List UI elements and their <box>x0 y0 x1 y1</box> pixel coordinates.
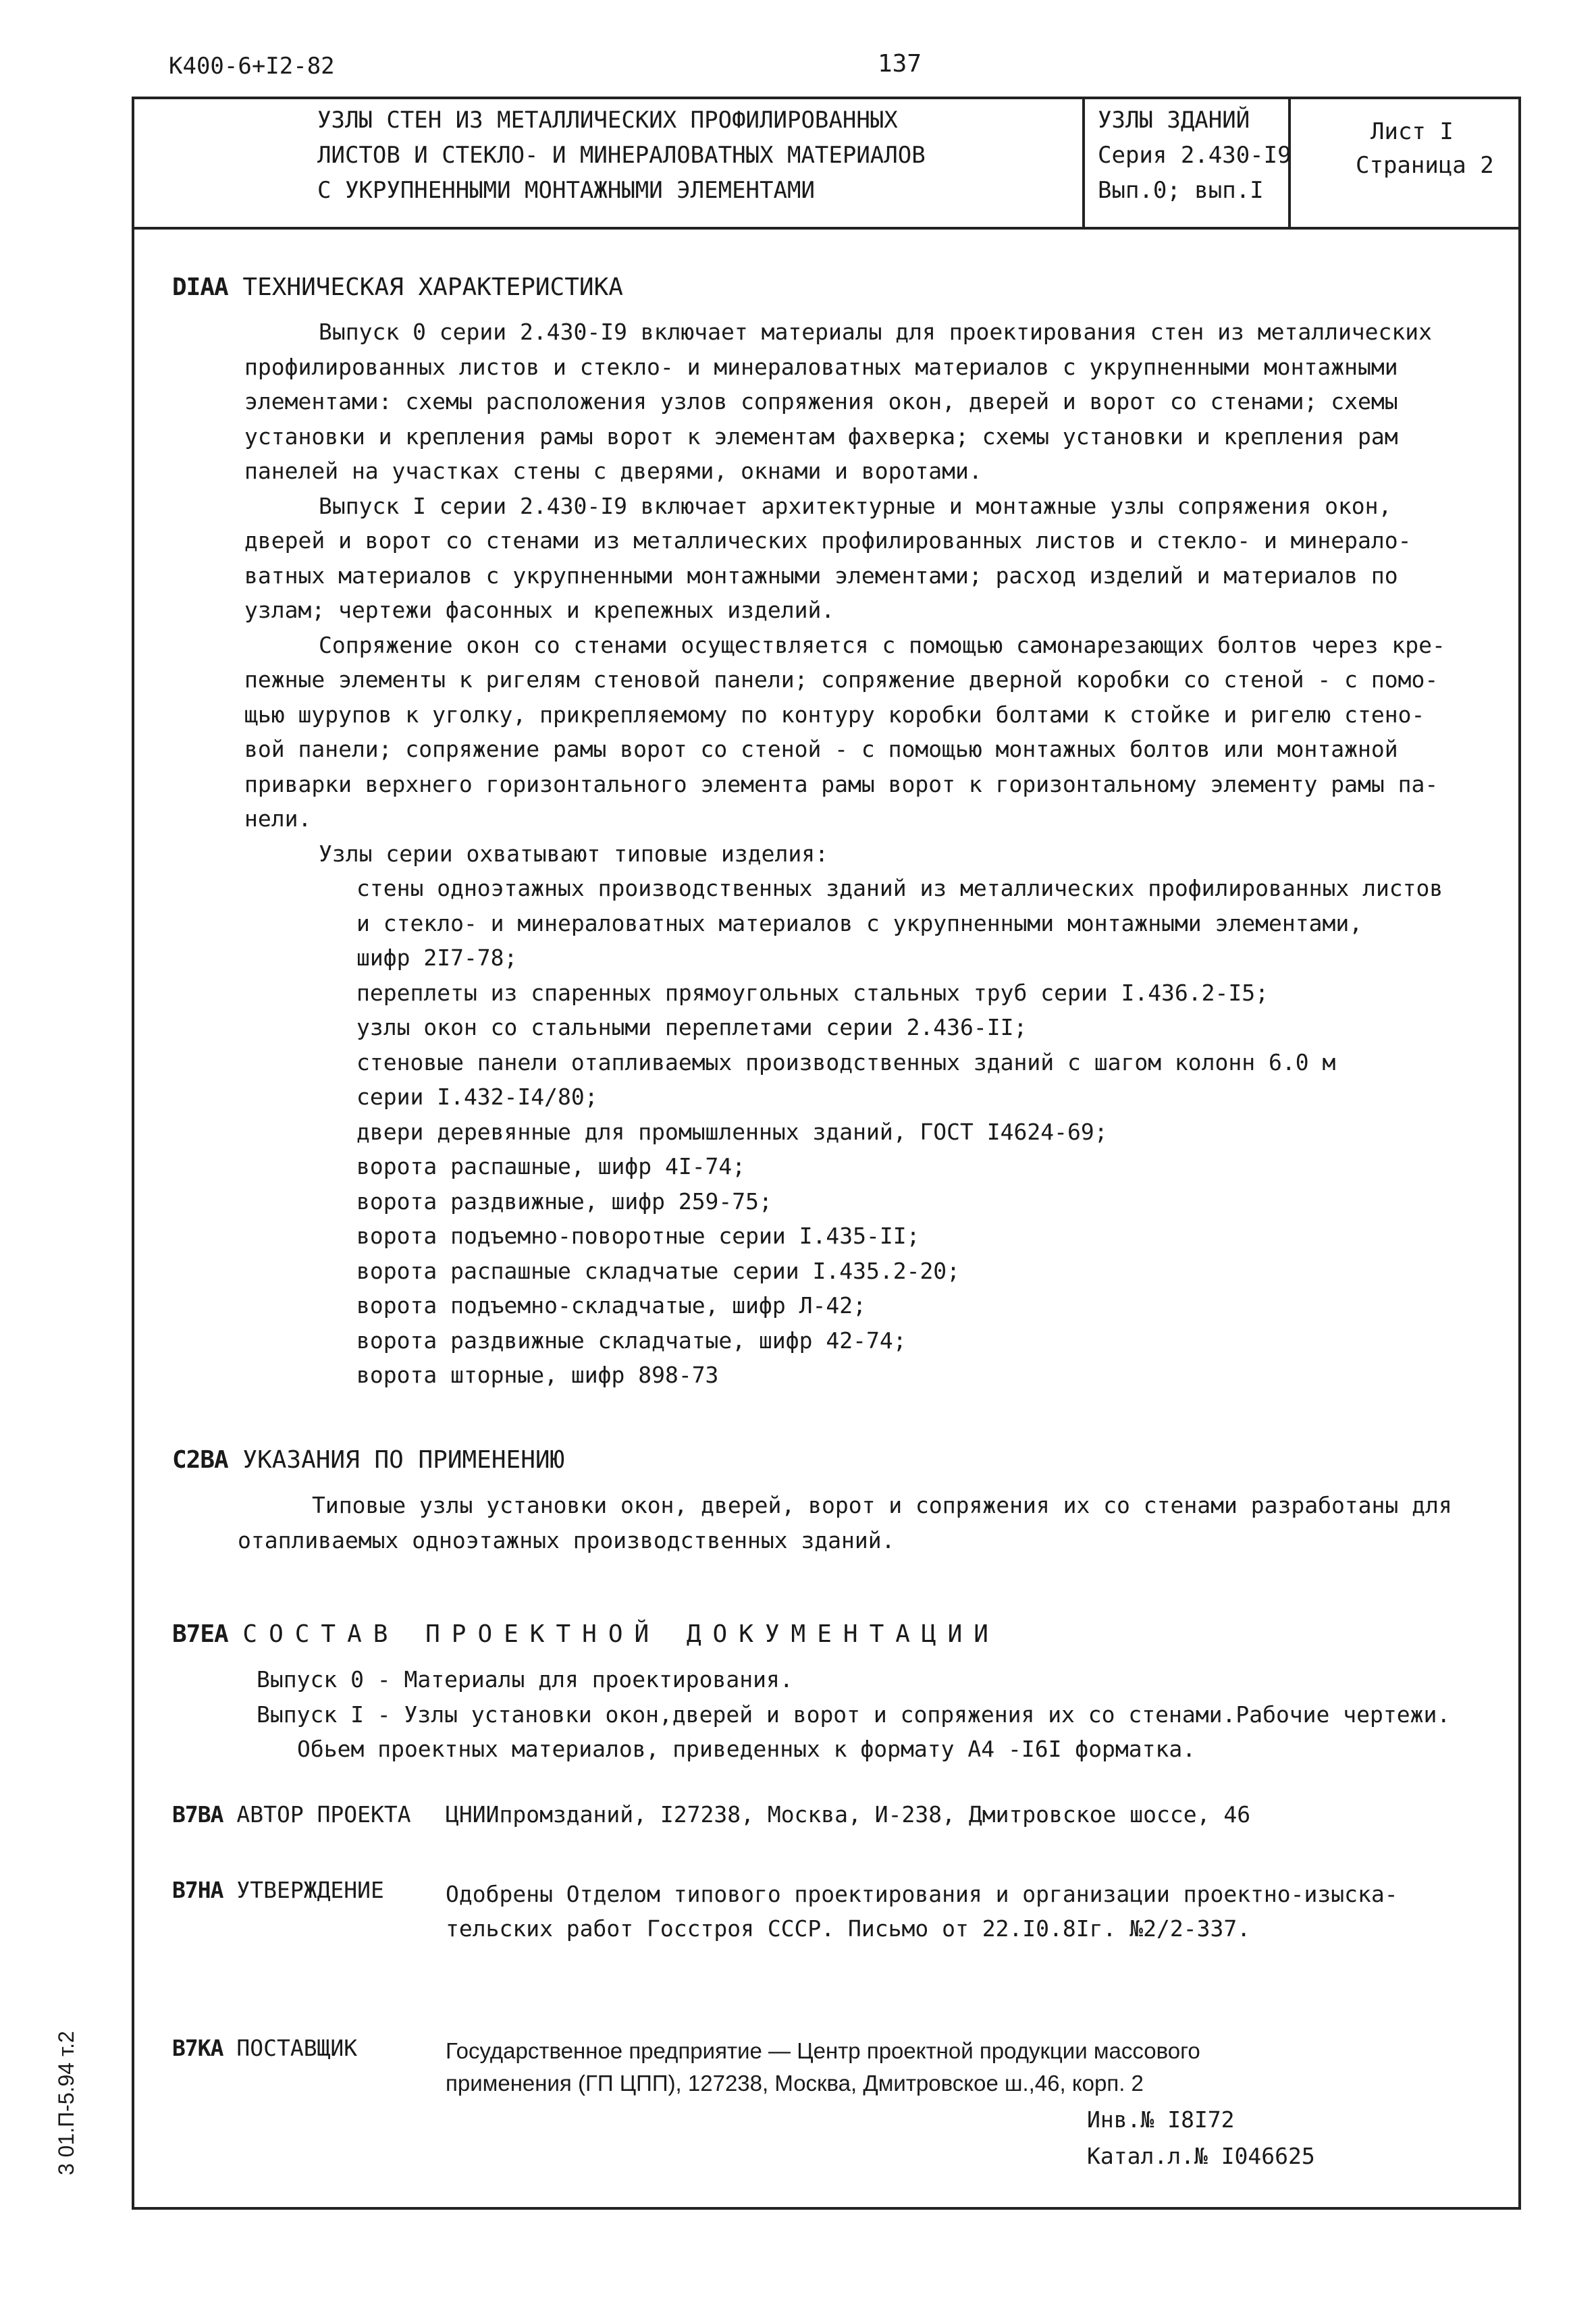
text-line: приварки верхнего горизонтального элемента рамы ворот к горизонтальному элементу рамы па- <box>244 770 1439 797</box>
text-line: Выпуск I серии 2.430-I9 включает архитектурные и монтажные узлы сопряжения окон, <box>319 492 1392 519</box>
section-title: УКАЗАНИЯ ПО ПРИМЕНЕНИЮ <box>242 1446 565 1474</box>
header-sheet-line: Лист I <box>1371 118 1454 145</box>
list-item: стены одноэтажных производственных зданий из металлических профилированных листов <box>356 875 1443 901</box>
usage-paragraph <box>238 1488 1487 1558</box>
header-divider-1 <box>1082 97 1085 230</box>
header-title <box>317 103 926 208</box>
text-line: отапливаемых одноэтажных производственных зданий. <box>238 1526 895 1553</box>
page-number: 137 <box>878 50 922 78</box>
approval-text <box>446 1877 1398 1946</box>
catalog-number: Катал.л.№ I046625 <box>1087 2143 1315 2169</box>
section-title: ПОСТАВЩИК <box>236 2035 358 2061</box>
section-code: B7HA <box>172 1877 223 1903</box>
list-item: ворота подъемно-поворотные серии I.435-II; <box>356 1223 920 1249</box>
text-line: дверей и ворот со стенами из металлических профилированных листов и стекло- и минерало- <box>244 527 1412 554</box>
list-intro: Узлы серии охватывают типовые изделия: <box>319 840 828 867</box>
text-line: применения (ГП ЦПП), 127238, Москва, Дмитровское ш.,46, корп. 2 <box>446 2071 1144 2096</box>
section-supplier-label <box>172 2035 357 2061</box>
text-line: Выпуск I - Узлы установки окон,дверей и ворот и сопряжения их со стенами.Рабочие чертежи. <box>257 1701 1451 1728</box>
section-composition-title <box>172 1620 1000 1648</box>
section-title: ТЕХНИЧЕСКАЯ ХАРАКТЕРИСТИКА <box>242 273 623 301</box>
supplier-text <box>446 2035 1200 2100</box>
section-code: B7BA <box>172 1801 223 1828</box>
list-item: ворота распашные, шифр 4I-74; <box>356 1153 746 1179</box>
text-line: Обьем проектных материалов, приведенных к формату А4 -I6I форматка. <box>297 1736 1196 1762</box>
section-code: C2BA <box>172 1446 228 1474</box>
header-title-line: УЗЛЫ СТЕН ИЗ МЕТАЛЛИЧЕСКИХ ПРОФИЛИРОВАННЫХ <box>317 107 898 134</box>
header-sheet <box>1356 115 1494 182</box>
section-author-label <box>172 1801 411 1828</box>
section-approval-label <box>172 1877 384 1903</box>
text-line: установки и крепления рамы ворот к элементам фахверка; схемы установки и крепления рам <box>244 423 1398 450</box>
list-item: и стекло- и минераловатных материалов с укрупненными монтажными элементами, <box>356 909 1363 936</box>
list-item: ворота подъемно-складчатые, шифр Л-42; <box>356 1292 866 1319</box>
header-series-line: Серия 2.430-I9 <box>1098 142 1292 169</box>
side-code: 3 01.П-5.94 т.2 <box>54 2031 78 2175</box>
author-text: ЦНИИпромзданий, I27238, Москва, И-238, Дмитровское шоссе, 46 <box>446 1801 1251 1828</box>
text-line: панелей на участках стены с дверями, окнами и воротами. <box>244 458 982 484</box>
text-line: Одобрены Отделом типового проектирования и организации проектно-изыска- <box>446 1881 1398 1907</box>
text-line: Государственное предприятие — Центр проектной продукции массового <box>446 2038 1200 2063</box>
text-line: Выпуск 0 - Материалы для проектирования. <box>257 1666 793 1693</box>
text-line: Выпуск 0 серии 2.430-I9 включает материалы для проектирования стен из металлических <box>319 319 1433 345</box>
section-usage-title <box>172 1446 564 1474</box>
text-line: нели. <box>244 805 312 832</box>
list-item: ворота раздвижные, шифр 259-75; <box>356 1188 772 1215</box>
text-line: щью шурупов к уголку, прикрепляемому по контуру коробки болтами к стойке и ригелю стено- <box>244 701 1425 728</box>
section-code: B7KA <box>172 2035 223 2061</box>
text-line: узлам; чертежи фасонных и крепежных изделий. <box>244 597 835 623</box>
header-series <box>1098 103 1292 208</box>
text-line: Сопряжение окон со стенами осуществляется с помощью самонарезающих болтов через кре- <box>319 631 1445 658</box>
section-code: B7EA <box>172 1620 228 1648</box>
list-item: узлы окон со стальными переплетами серии 2.436-II; <box>356 1014 1028 1040</box>
header-series-line: Вып.0; вып.I <box>1098 177 1264 204</box>
text-line: профилированных листов и стекло- и минераловатных материалов с укрупненными монтажными <box>244 353 1398 380</box>
text-line: тельских работ Госстроя СССР. Письмо от 22.I0.8Iг. №2/2-337. <box>446 1915 1251 1942</box>
header-title-line: ЛИСТОВ И СТЕКЛО- И МИНЕРАЛОВАТНЫХ МАТЕРИАЛОВ <box>317 142 926 169</box>
list-item: шифр 2I7-78; <box>356 945 518 971</box>
list-item: переплеты из спаренных прямоугольных стальных труб серии I.436.2-I5; <box>356 979 1269 1006</box>
list-item: ворота шторные, шифр 898-73 <box>356 1362 719 1388</box>
header-title-line: С УКРУПНЕННЫМИ МОНТАЖНЫМИ ЭЛЕМЕНТАМИ <box>317 177 815 204</box>
list-item: ворота распашные складчатые серии I.435.2-20; <box>356 1257 961 1284</box>
composition-lines <box>257 1662 1506 1767</box>
section-title: УТВЕРЖДЕНИЕ <box>236 1877 384 1903</box>
section-title: АВТОР ПРОЕКТА <box>236 1801 411 1828</box>
text-line: вой панели; сопряжение рамы ворот со стеной - с помощью монтажных болтов или монтажной <box>244 736 1398 762</box>
list-item: двери деревянные для промышленных зданий, ГОСТ I4624-69; <box>356 1118 1108 1145</box>
inventory-number: Инв.№ I8I72 <box>1087 2106 1235 2133</box>
tech-paragraph-1 <box>244 315 1493 871</box>
product-list <box>356 871 1443 1393</box>
text-line: пежные элементы к ригелям стеновой панели; сопряжение дверной коробки со стеной - с помо- <box>244 666 1439 693</box>
text-line: Типовые узлы установки окон, дверей, ворот и сопряжения их со стенами разработаны для <box>312 1492 1452 1518</box>
text-line: ватных материалов с укрупненными монтажными элементами; расход изделий и материалов по <box>244 562 1398 589</box>
section-code: DIAA <box>172 273 228 301</box>
list-item: ворота раздвижные складчатые, шифр 42-74; <box>356 1327 907 1354</box>
header-series-line: УЗЛЫ ЗДАНИЙ <box>1098 107 1250 134</box>
text-line: элементами: схемы расположения узлов сопряжения окон, дверей и ворот со стенами; схемы <box>244 388 1398 415</box>
section-tech-title <box>172 273 623 301</box>
list-item: стеновые панели отапливаемых производственных зданий с шагом колонн 6.0 м <box>356 1048 1336 1075</box>
list-item: серии I.432-I4/80; <box>356 1084 598 1110</box>
section-title: СОСТАВ ПРОЕКТНОЙ ДОКУМЕНТАЦИИ <box>242 1620 1000 1648</box>
header-sheet-line: Страница 2 <box>1356 152 1494 179</box>
document-code: K400-6+I2-82 <box>169 53 335 80</box>
